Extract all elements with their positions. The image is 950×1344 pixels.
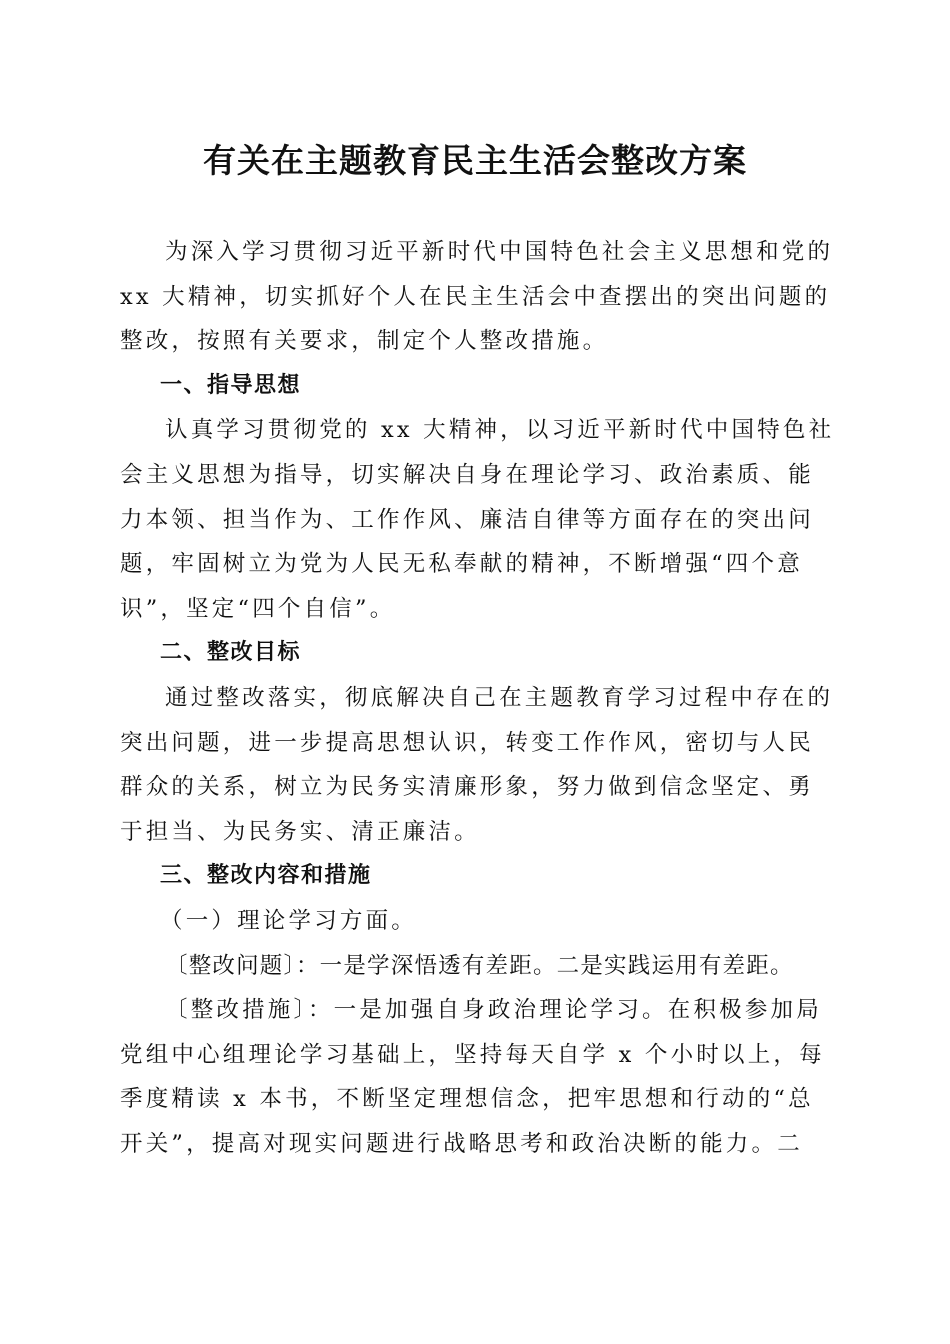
paragraph-line: 开关”，提高对现实问题进行战略思考和政治决断的能力。二	[120, 1130, 803, 1157]
paragraph-line: 力本领、担当作为、工作作风、廉洁自律等方面存在的突出问	[120, 506, 814, 533]
document-title: 有关在主题教育民主生活会整改方案	[203, 141, 747, 180]
paragraph-line: 突出问题，进一步提高思想认识，转变工作作风，密切与人民	[120, 729, 814, 756]
measures-paragraph	[120, 988, 832, 1166]
paragraph-line: 〔整改措施〕：一是加强自身政治理论学习。在积极参加局	[165, 997, 822, 1024]
problems-line: 〔整改问题〕：一是学深悟透有差距。二是实践运用有差距。	[165, 952, 794, 979]
guiding-thought-paragraph	[120, 408, 835, 631]
subsection-heading-theory-study: （一）理论学习方面。	[160, 907, 418, 934]
paragraph-line: 识”，坚定“四个自信”。	[120, 595, 396, 622]
paragraph-line: 题，牢固树立为党为人民无私奉献的精神，不断增强“四个意	[120, 551, 803, 578]
intro-line: xx 大精神，切实抓好个人在民主生活会中查摆出的突出问题的	[120, 283, 831, 310]
paragraph-line: 群众的关系，树立为民务实清廉形象，努力做到信念坚定、勇	[120, 774, 814, 801]
paragraph-line: 党组中心组理论学习基础上，坚持每天自学 x 个小时以上，每	[120, 1041, 825, 1068]
rectification-goal-paragraph	[120, 676, 832, 854]
paragraph-line: 通过整改落实，彻底解决自己在主题教育学习过程中存在的	[165, 684, 834, 711]
intro-paragraph	[120, 230, 832, 364]
section-heading-content-measures: 三、整改内容和措施	[160, 863, 372, 889]
section-heading-guiding-thought: 一、指导思想	[160, 372, 302, 398]
paragraph-line: 于担当、为民务实、清正廉洁。	[120, 818, 480, 845]
paragraph-line: 认真学习贯彻党的 xx 大精神，以习近平新时代中国特色社	[165, 417, 835, 444]
document-body	[120, 230, 835, 1166]
section-heading-rectification-goal: 二、整改目标	[160, 640, 302, 666]
problems-paragraph	[120, 944, 832, 989]
intro-line: 整改，按照有关要求，制定个人整改措施。	[120, 328, 609, 355]
paragraph-line: 会主义思想为指导，切实解决自身在理论学习、政治素质、能	[120, 461, 814, 488]
paragraph-line: 季度精读 x 本书，不断坚定理想信念，把牢思想和行动的“总	[120, 1086, 814, 1113]
intro-line: 为深入学习贯彻习近平新时代中国特色社会主义思想和党的	[165, 239, 834, 265]
